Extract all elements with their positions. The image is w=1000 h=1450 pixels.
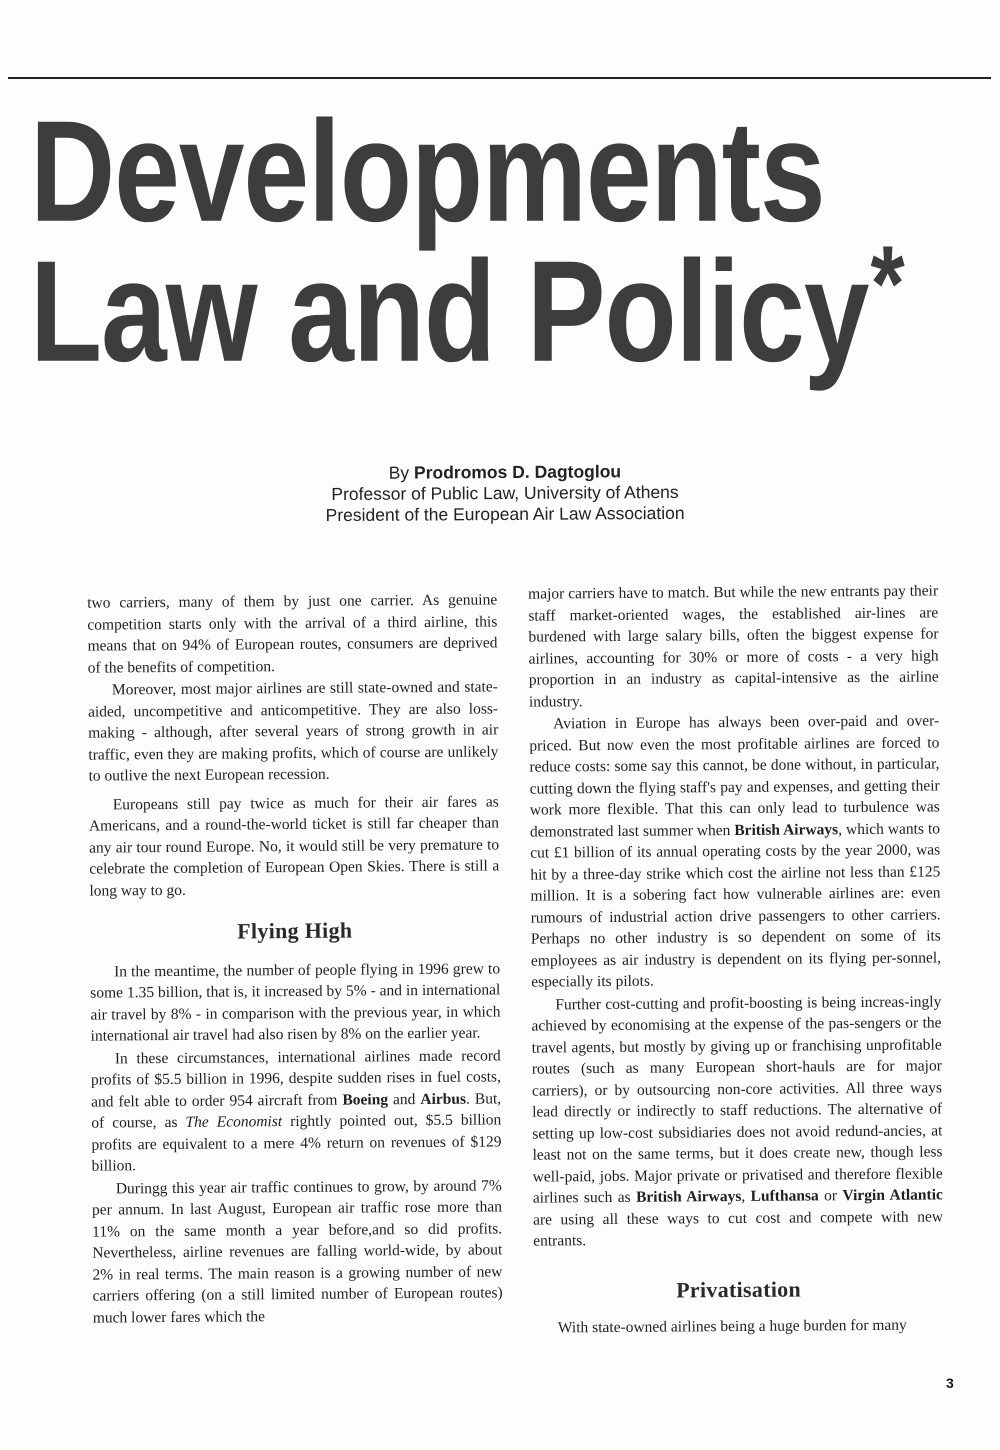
top-rule (8, 77, 991, 79)
title-asterisk: * (870, 222, 904, 344)
paragraph: In these circumstances, international airlines made record profits of $5.5 billion in 1996, despite sudden rises in fuel costs, and felt able to order 954 aircraft from Boeing and Airbus. But, of course, as The Economist rightly pointed out, $5.5 billion profits are equivalent to a mere 4% return on revenues of $129 billion. (90, 1046, 502, 1175)
paragraph: Duringg this year air traffic continues to grow, by around 7% per annum. In last August, European air traffic rose more than 11% on the same month a year before,and so did profits. Nevertheless, airline revenues are falling world-wide, by about 2% in real terms. The main reason is a growing number of new carriers offering (on a still limited number of European routes) much lower fares which the (91, 1176, 503, 1327)
paragraph: With state-owned airlines being a huge burden for many (557, 1316, 907, 1337)
paragraph: two carriers, many of them by just one carrier. As genuine competition starts only with the arrival of a third airline, this means that on 94% of European routes, consumers are deprived of the benefits of competition. (87, 591, 498, 677)
section-heading-privatisation: Privatisation (676, 1275, 802, 1302)
right-column (528, 580, 944, 1339)
paragraph: major carriers have to match. But while the new entrants pay their staff market-oriented wages, the established air-lines are burdened with large salary bills, often the biggest expense for airlines, accounting for 30% or more of costs - a very high proportion in an industry as capital-intensive as the airline industry. (528, 582, 939, 711)
paragraph: Moreover, most major airlines are still state-owned and state-aided, uncompetitive and anticompetitive. They are also loss-making - although, after several years of strong growth in air traffic, even they are making profits, which of course are unlikely to outlive the next European recession. (87, 678, 499, 785)
paragraph: Aviation in Europe has always been over-paid and over-priced. But now even the most profitable airlines are forced to reduce costs: some say this cannot, be done without, in particular, cutting down the flying staff's pay and expenses, and getting their work more flexible. That this can only lead to turbulence was demonstrated last summer when British Airways, which wants to cut £1 billion of its annual operating costs by the year 2000, was hit by a three-day strike which cost the airline not less than £125 million. It is a sobering fact how vulnerable airlines are: even rumours of industrial action drive passengers to other carriers. Perhaps no other industry is so dependent on some of its employees as air industry is dependent on its flying per-sonnel, especially its pilots. (529, 712, 942, 991)
byline (240, 460, 770, 526)
title-line-1: Developments (30, 91, 825, 253)
paragraph: Further cost-cutting and profit-boosting is being increas-ingly achieved by economising at the expense of the pas-sengers or the travel agents, but mostly by giving up or franchising unprofitable routes (such as many European short-hauls are for major carriers), or by outsourcing non-core activities. All three ways lead directly or indirectly to staff reductions. The alternative of setting up low-cost subsidiaries does not avoid redund-ancies, at least not on the same terms, but it does create new, though less well-paid, jobs. Major private or privatised and therefore flexible airlines such as British Airways, Lufthansa or Virgin Atlantic are using all these ways to cut cost and compete with new entrants. (531, 992, 944, 1250)
author-name: Prodromos D. Dagtoglou (413, 461, 622, 483)
paragraph: Europeans still pay twice as much for their air fares as Americans, and a round-the-world ticket is still far cheaper than any air tour round Europe. No, it would still be very premature to celebrate the completion of European Open Skies. There is still a long way to go. (88, 792, 500, 900)
title-line-2: Law and Policy* (30, 222, 904, 393)
author-role-2: President of the European Air Law Association (325, 502, 685, 526)
left-column (87, 589, 503, 1328)
author-line: By Prodromos D. Dagtoglou (388, 461, 622, 483)
page-number: 3 (946, 1375, 954, 1391)
section-heading-flying-high: Flying High (237, 917, 353, 944)
paragraph: In the meantime, the number of people flying in 1996 grew to some 1.35 billion, that is, it increased by 5% - and in international air travel by 8% - in comparison with the previous year, in which international air travel had also risen by 8% on the earlier year. (90, 959, 501, 1045)
author-role-1: Professor of Public Law, University of Athens (331, 481, 679, 505)
